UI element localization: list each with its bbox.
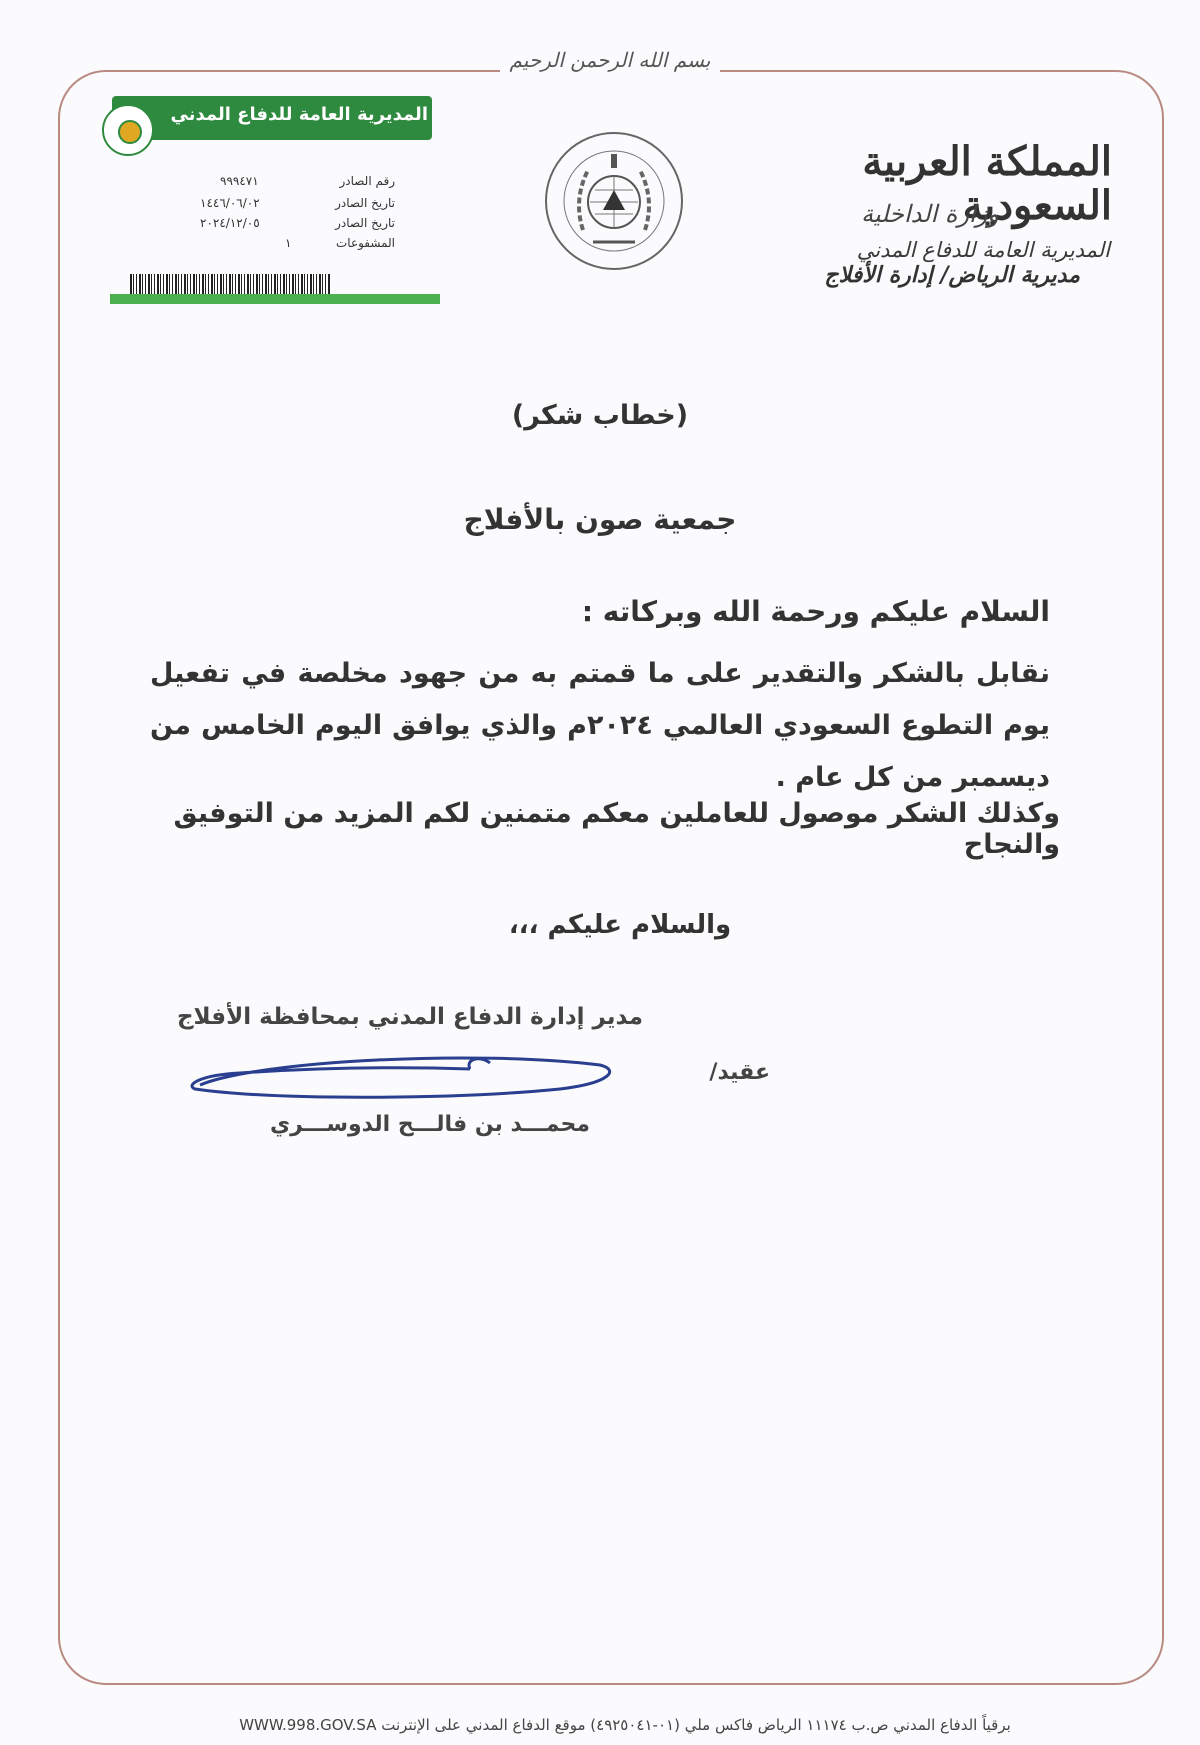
stamp-row-label: تاريخ الصادر	[335, 216, 395, 230]
civil-defense-logo-icon	[102, 104, 154, 156]
stamp-row-value: ١	[285, 236, 292, 250]
signatory-rank: عقيد/	[709, 1060, 770, 1085]
thanks-line: وكذلك الشكر موصول للعاملين معكم متمنين لكم المزيد من التوفيق والنجاح	[173, 798, 1060, 860]
handwritten-signature	[180, 1045, 630, 1105]
basmala: بسم الله الرحمن الرحيم	[500, 48, 720, 88]
stamp-row-value: ١٤٤٦/٠٦/٠٢	[200, 196, 260, 210]
signatory-name: محمـــد بن فالـــح الدوســـري	[269, 1112, 591, 1137]
letter-title: (خطاب شكر)	[511, 400, 689, 431]
incoming-stamp	[100, 96, 435, 314]
stamp-row-value: ٢٠٢٤/١٢/٠٥	[200, 216, 260, 230]
stamp-row-label: المشفوعات	[335, 236, 395, 250]
stamp-row-label: رقم الصادر	[339, 174, 395, 188]
barcode	[130, 274, 330, 294]
stamp-footer-bar	[110, 294, 440, 304]
recipient: جمعية صون بالأفلاج	[463, 503, 737, 536]
greeting: السلام عليكم ورحمة الله وبركاته :	[581, 595, 1050, 628]
stamp-row-value: ٩٩٩٤٧١	[220, 174, 259, 188]
letter-paragraph: نقابل بالشكر والتقدير على ما قمتم به من جهود مخلصة في تفعيل يوم التطوع السعودي العالمي ٢٠٢٤م والذي يوافق اليوم الخامس من ديسمبر من كل عام .	[150, 658, 1050, 793]
stamp-row-label: تاريخ الصادر	[335, 196, 395, 210]
ministry-emblem-icon	[543, 130, 685, 272]
department-title: مديرية الرياض/ إدارة الأفلاج	[824, 262, 1080, 288]
kingdom-title: المملكة العربية السعودية	[862, 138, 1112, 229]
stamp-title: المديرية العامة للدفاع المدني	[170, 104, 428, 125]
footer-contact: برقياً الدفاع المدني ص.ب ١١١٧٤ الرياض فاكس ملي (٠١-٤٩٢٥٠٤١) موقع الدفاع المدني على الإنترنت WWW.998.GOV.SA	[239, 1716, 1011, 1734]
directorate-title: المديرية العامة للدفاع المدني	[856, 238, 1110, 262]
closing: والسلام عليكم ،،،	[508, 910, 732, 940]
signatory-title: مدير إدارة الدفاع المدني بمحافظة الأفلاج	[176, 1004, 644, 1030]
ministry-title: وزارة الداخلية	[861, 200, 999, 228]
